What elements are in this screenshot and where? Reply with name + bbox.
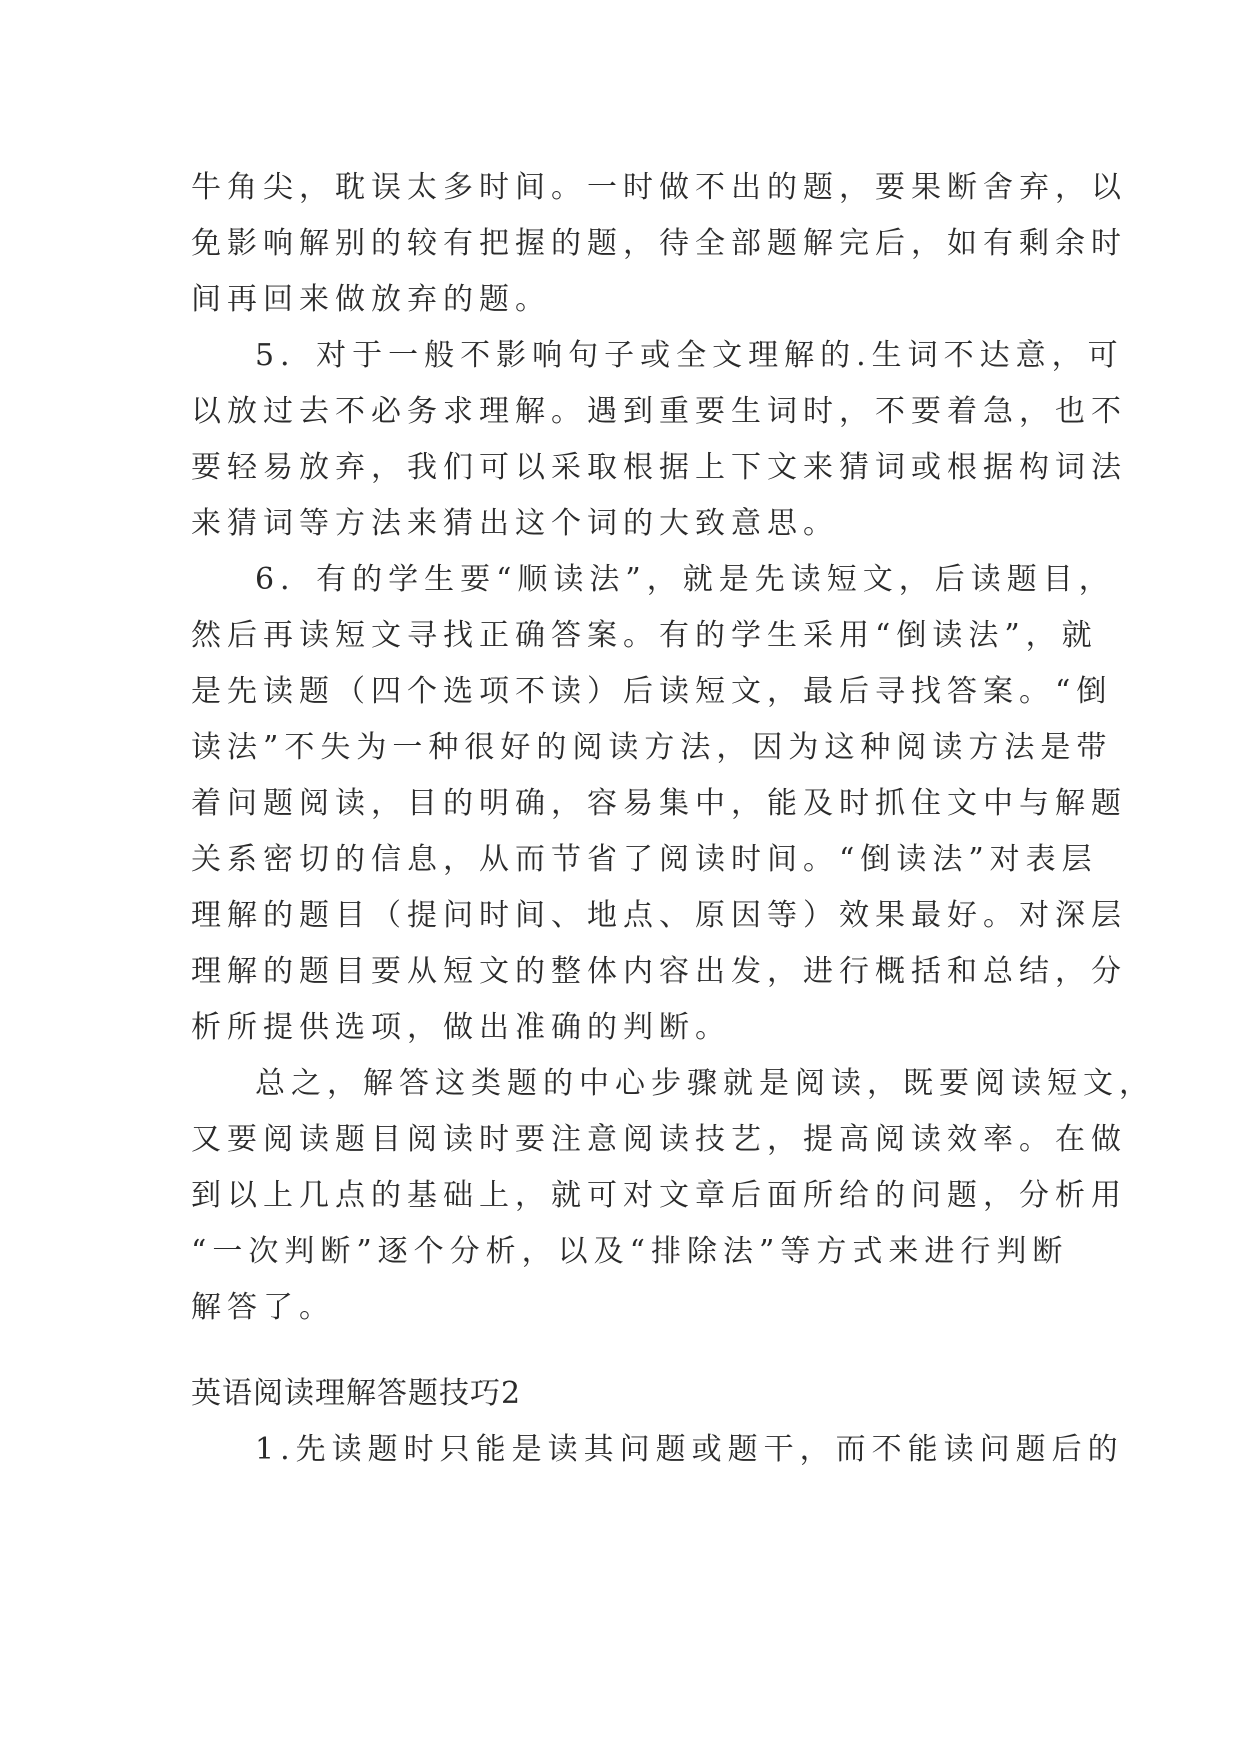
section-gap [191, 1336, 1051, 1366]
text-line: 5．对于一般不影响句子或全文理解的.生词不达意，可 [255, 338, 1124, 373]
text-line: 间再回来做放弃的题。 [191, 282, 551, 317]
text-line: 关系密切的信息，从而节省了阅读时间。“倒读法”对表层 [191, 842, 1098, 877]
text-line: 解答了。 [191, 1290, 335, 1325]
paragraph-item-6 [191, 552, 1127, 1056]
text-line: 总之，解答这类题的中心步骤就是阅读，既要阅读短文， [255, 1066, 1155, 1101]
text-line: 来猜词等方法来猜出这个词的大致意思。 [191, 506, 839, 541]
text-line: 理解的题目要从短文的整体内容出发，进行概括和总结，分 [191, 954, 1127, 989]
document-body [191, 160, 1155, 1478]
text-line: 到以上几点的基础上，就可对文章后面所给的问题，分析用 [191, 1178, 1127, 1213]
section-heading: 英语阅读理解答题技巧2 [191, 1376, 522, 1411]
paragraph-continuation [191, 160, 1127, 328]
text-line: 免影响解别的较有把握的题，待全部题解完后，如有剩余时 [191, 226, 1127, 261]
text-line: 6．有的学生要“顺读法”，就是先读短文，后读题目， [255, 562, 1115, 597]
text-line: 以放过去不必务求理解。遇到重要生词时，不要着急，也不 [191, 394, 1127, 429]
text-line: 析所提供选项，做出准确的判断。 [191, 1010, 731, 1045]
text-line: 1.先读题时只能是读其问题或题干，而不能读问题后的 [255, 1432, 1124, 1467]
text-line: 着问题阅读，目的明确，容易集中，能及时抓住文中与解题 [191, 786, 1127, 821]
text-line: 是先读题（四个选项不读）后读短文，最后寻找答案。“倒 [191, 674, 1113, 709]
paragraph-item-5 [191, 328, 1127, 552]
text-line: 理解的题目（提问时间、地点、原因等）效果最好。对深层 [191, 898, 1127, 933]
paragraph-summary [191, 1056, 1155, 1336]
text-line: “一次判断”逐个分析，以及“排除法”等方式来进行判断 [191, 1234, 1069, 1269]
paragraph-section2-item-1 [191, 1422, 1124, 1478]
text-line: 读法”不失为一种很好的阅读方法，因为这种阅读方法是带 [191, 730, 1113, 765]
text-line: 要轻易放弃，我们可以采取根据上下文来猜词或根据构词法 [191, 450, 1127, 485]
text-line: 然后再读短文寻找正确答案。有的学生采用“倒读法”，就 [191, 618, 1098, 653]
text-line: 又要阅读题目阅读时要注意阅读技艺，提高阅读效率。在做 [191, 1122, 1127, 1157]
text-line: 牛角尖，耽误太多时间。一时做不出的题，要果断舍弃，以 [191, 170, 1127, 205]
